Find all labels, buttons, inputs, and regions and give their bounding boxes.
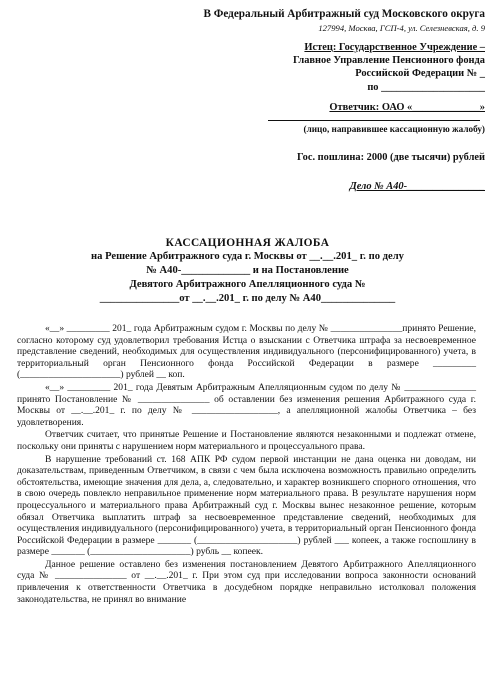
title-line-4: Девятого Арбитражного Апелляционного суда № [129,279,366,290]
paragraph-appeal-upheld: Данное решение оставлено без изменения постановлением Девятого Арбитражного Апелляционного суда № _______________ от __.__.201_ г. При этом суд при исследовании вопроса законности оснований привлечения к ответственности Ответчика в досудебном порядке неправильно истолковал положения законодательства, не принял во внимание [17,558,476,605]
court-addressee: В Федеральный Арбитражный суд Московского округа [203,8,485,20]
signature-rule [268,120,480,121]
plaintiff-line-3: Российской Федерации № _ [355,68,485,79]
plaintiff-line-1: Истец: Государственное Учреждение – [304,42,485,53]
case-number: Дело № А40-_______________ [349,181,485,192]
defendant-line: Ответчик: ОАО «_____________» [329,102,485,113]
paragraph-violations: В нарушение требований ст. 168 АПК РФ судом первой инстанции не дана оценка ни доводам, ни доказательствам, приведенным Ответчиком, в связи с чем была исключена возможность правильно определить обстоятельства, имеющие значения для дела, а, следовательно, и характер возникшего спорного отношения, что в свою очередь повлекло неправильное применение норм материального права. В результате нарушения норм процессуального и материального права Арбитражный суд г. Москвы вынес незаконное решение, которым обязал Ответчика выплатить штраф за несвоевременное представление сведений, необходимых для осуществления индивидуального (персонифицированного) учета, в территориальный орган Пенсионного фонда Российской Федерации в размере _______ (_____________________) рублей ___ копеек, а также госпошлину в размере _______ (_____________________) рубль __ копеек. [17,453,476,558]
state-fee: Гос. пошлина: 2000 (две тысячи) рублей [296,152,485,163]
plaintiff-line-2: Главное Управление Пенсионного фонда [292,55,485,66]
paragraph-objection: Ответчик считает, что принятые Решение и Постановление являются незаконными и подлежат отмене, поскольку они приняты с нарушением норм материального и процессуального права. [17,429,476,452]
sender-note: (лицо, направившее кассационную жалобу) [303,124,485,134]
paragraph-appeal: «__» _________ 201_ года Девятым Арбитражным Апелляционным судом по делу № _______________ принято Постановление № _______________ об оставлении без изменения решения Арбитражного суда г. Москвы от __.__.201_ г. по делу № __________________, а апелляционной жалобы Ответчика – без удовлетворения. [17,381,476,428]
complaint-body [17,323,476,605]
title-line-2: на Решение Арбитражного суда г. Москвы от __.__.201_ г. по делу [91,251,404,262]
title-line-5: _______________от __.__.201_ г. по делу № А40______________ [99,293,396,304]
title-line-3: № А40-_____________ и на Постановление [146,265,349,276]
court-address: 127994, Москва, ГСП-4, ул. Селезневская, д. 9 [318,23,485,33]
document-title: КАССАЦИОННАЯ ЖАЛОБА [165,237,330,249]
paragraph-first-instance: «__» _________ 201_ года Арбитражным судом г. Москвы по делу № _______________принято Решение, согласно которому суд удовлетворил требования Истца о взыскании с Ответчика штрафа за несвоевременное представление сведений, необходимых для осуществления индивидуального (персонифицированного) учета, в территориальный орган Пенсионного фонда Российской Федерации в размере _________ (_____________________) рублей __ коп. [17,323,476,381]
plaintiff-line-4: по ____________________ [367,82,485,93]
